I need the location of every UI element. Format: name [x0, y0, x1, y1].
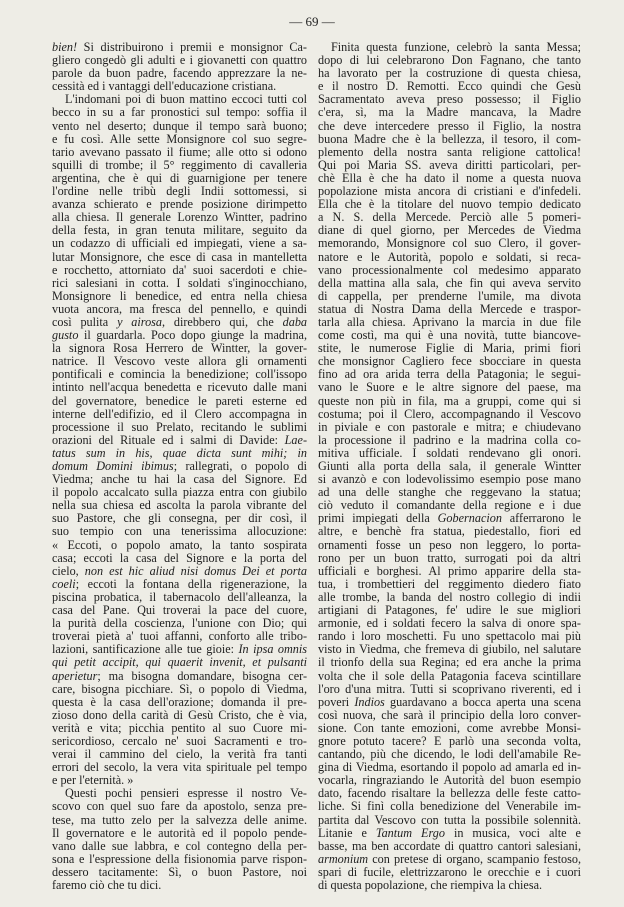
text-run: il trionfo della sua Regina; ed era anche la prima: [318, 655, 581, 670]
text-run: spari di fucile, elettrizzarono le orecchie e i cuori: [318, 864, 581, 879]
text-run: altre, e benchè fra statua, piedestallo, fiori ed: [318, 524, 581, 539]
text-run: faremo ciò che tu dici.: [52, 878, 162, 892]
text-run: primi impiegati della: [318, 511, 438, 526]
text-run: verità e vita; picchia pentito al suo Cuore mi-: [52, 720, 307, 735]
italic-text: bien!: [52, 40, 78, 54]
paragraph: [318, 41, 581, 892]
text-run: ha lavorato per la costruzione di questa chiesa,: [318, 66, 581, 81]
text-run: l'oro d'una mitra. Tutti si scoprivano riverenti, ed i: [318, 681, 581, 696]
italic-text: coeli: [52, 576, 76, 591]
text-run: un codazzo di ufficiali ed impiegati, viene a sa-: [52, 236, 307, 251]
text-run: e per l'eternità. »: [52, 773, 134, 788]
text-run: ; eccoti la fontana della rigenerazione, la: [75, 576, 307, 591]
italic-text: domum Domini ibimus: [52, 459, 174, 473]
text-run: fino ad ora arida terra della Patagonia; le segui-: [318, 367, 581, 382]
text-run: care, bisogna picchiare. Sì, o popolo di Viedma,: [52, 681, 307, 696]
text-run: processione il suo Prelato, recitando le sublimi: [52, 419, 307, 434]
text-run: pontificali e comincia la benedizione; coll'issopo: [52, 367, 307, 382]
text-run: chè Ella è che ha dato il nome a questa nuova: [318, 170, 581, 185]
text-run: natrice. Il Vescovo veste allora gli ornamenti: [52, 354, 307, 369]
text-run: a N. S. della Mercede. Perciò alle 5 pomeri-: [318, 210, 581, 225]
text-run: liche. Si finì colla benedizione del Venerabile im-: [318, 799, 581, 814]
italic-text: Lae-: [284, 432, 307, 447]
text-run: costuma; poi il Clero, accompagnando il Vescovo: [318, 406, 581, 421]
text-run: di questa popolazione, che riempiva la chiesa.: [318, 878, 543, 892]
text-run: poveri: [318, 694, 355, 709]
text-run: Monsignore li benedice, ed entra nella chiesa: [52, 288, 307, 303]
paragraph: [52, 787, 307, 892]
text-run: così pulita: [52, 314, 118, 329]
text-run: e rocchetto, attorniato da' suoi sacerdoti e chie-: [52, 262, 307, 277]
text-run: gnore potuto tacere? E parlò una seconda volta,: [318, 733, 581, 748]
text-run: sona e l'espressione della fisionomia parve rispon-: [52, 851, 307, 866]
text-run: troverai pietà a' tuoi affanni, conforto alle tribo-: [52, 629, 307, 644]
text-run: rici salesiani in cotta. I soldati s'inginocchiano,: [52, 275, 307, 290]
text-run: in piviale e con pastorale e mitra; e chiudevano: [318, 419, 581, 434]
text-run: vuota ancora, ma fresca del pennello, e quindi: [52, 301, 307, 316]
text-run: afferrarono le: [501, 511, 581, 526]
italic-text: aperietur: [52, 668, 98, 683]
text-run: del governatore, benedice le pareti esterne ed: [52, 393, 307, 408]
text-run: vento nel deserto; dunque il tempo sarà buono;: [52, 118, 307, 133]
text-run: « Eccoti, o popolo amato, la tanto sospirata: [52, 537, 307, 552]
text-run: sione. Con tante emozioni, come avrebbe Monsi-: [318, 720, 581, 735]
text-run: plemento della nostra santa religione cattolica!: [318, 144, 581, 159]
text-run: diane di quel giorno, per Mercedes de Viedma: [318, 223, 581, 238]
italic-text: Indios: [354, 694, 385, 709]
text-run: squilli di trombe; il 5° reggimento di cavalleria: [52, 157, 307, 172]
text-line: [52, 879, 307, 892]
text-run: interne dell'edifizio, ed il Clero accompagna in: [52, 406, 307, 421]
text-run: Questi pochi pensieri espresse il nostro Ve-: [65, 786, 307, 801]
right-column: [318, 41, 581, 892]
text-run: lutar Monsignore, che esce di casa in mantelletta: [52, 249, 307, 264]
text-run: queste non più in fila, ma a gruppi, come qui si: [318, 393, 581, 408]
italic-text: qui petit accipit, qui quaerit invenit, et pulsanti: [52, 655, 307, 670]
text-run: gliero congedò gli adulti e i giovanetti con quattro: [52, 53, 307, 68]
text-run: intinto nell'acqua benedetta e ricevuto dalle mani: [52, 380, 307, 395]
text-run: di cappella, per prenderne l'umile, ma divota: [318, 288, 581, 303]
text-run: scovo con quel suo fare da apostolo, senza pre-: [52, 799, 307, 814]
text-run: e fu così. Alle sette Monsignore col suo segre-: [52, 131, 307, 146]
page-number: — 69 —: [289, 14, 335, 29]
text-run: verai il cammino del cielo, la verità fra tanti: [52, 747, 307, 762]
text-run: il guardarla. Poco dopo giunge la madrina,: [78, 328, 307, 343]
text-run: cielo,: [52, 563, 85, 578]
text-run: casa del Pane. Qui troverai la pace del cuore,: [52, 603, 307, 618]
text-run: sericordioso, cercalo ne' suoi Sacramenti e tro-: [52, 733, 307, 748]
text-run: natore e le Autorità, popolo e soldati, si reca-: [318, 249, 581, 264]
paragraph: [52, 41, 307, 93]
text-run: statua di Nostra Dama della Mercede e traspor-: [318, 301, 581, 316]
text-run: buona Madre che è la bellezza, il tesoro, il com-: [318, 131, 581, 146]
text-run: becco in su a far pronostici sul tempo: soffia il: [52, 105, 307, 120]
text-run: rando i loro moschetti. Fu uno spettacolo mai più: [318, 629, 581, 644]
italic-text: daba: [282, 314, 307, 329]
text-run: la signora Rosa Herrero de Wintter, la gover-: [52, 341, 307, 356]
text-run: ; ma bisogna domandare, bisogna cer-: [97, 668, 307, 683]
text-run: lazioni, santificazione alle tue gioie:: [52, 642, 239, 657]
text-run: avanza schierato e prende posizione dirimpetto: [52, 197, 307, 212]
text-run: Ella che è la titolare del nuovo tempio dedicato: [318, 197, 581, 212]
text-run: vano dalle sue labbra, e col contegno della per-: [52, 838, 307, 853]
text-run: memorando, Monsignore col suo Clero, il gover-: [318, 236, 581, 251]
text-run: stite, le numerose Figlie di Maria, primi fiori: [318, 341, 581, 356]
text-run: casa; eccoti la casa del Signore e la porta del: [52, 550, 307, 565]
text-run: basse, ma ben accordate di quattro cantori salesiani,: [318, 838, 581, 853]
text-run: gina di Viedma, esortando il popolo ad amarla ed in-: [318, 760, 581, 775]
text-run: la purità della coscienza, l'unione con Dio; qui: [52, 616, 307, 631]
text-line: [318, 879, 581, 892]
text-run: partita dal Vescovo con tutta la possibile solennità.: [318, 812, 581, 827]
paragraph: [52, 93, 307, 787]
text-run: Qui poi Maria SS. aveva diritti particolari, per-: [318, 157, 581, 172]
text-run: l'ordine nelle tribù degli Indii sottomessi, si: [52, 184, 307, 199]
text-run: c'era, sì, ma la Madre mancava, la Madre: [318, 105, 581, 120]
text-run: con pretese di organo, scampanio festoso,: [368, 851, 581, 866]
text-run: guardavano a bocca aperta una scena: [384, 694, 581, 709]
text-run: come costì, ma qui è una novità, tutte biancove-: [318, 328, 581, 343]
text-run: popolazione mista ancora di cristiani e d'infedeli.: [318, 184, 581, 199]
text-run: il popolo accalcato sulla piazza entra con giubilo: [52, 485, 307, 500]
text-run: rono per un buon tratto, surrogati poi da altri: [318, 550, 581, 565]
italic-text: gusto: [52, 328, 79, 343]
text-run: che deve intercedere presso il Figlio, la nostra: [318, 118, 581, 133]
text-run: dopo di lui celebrarono Don Fagnano, che tanto: [318, 53, 581, 68]
text-run: tua, i trombettieri del reggimento diedero fiato: [318, 576, 581, 591]
text-run: ad una delle stanghe che reggevano la statua;: [318, 485, 581, 500]
text-run: armonie, ed i soldati fecero la salva di onore spa-: [318, 616, 581, 631]
text-run: tario avevano passato il fiume; alle otto si odono: [52, 144, 307, 159]
text-run: dato, facendo risaltare la bellezza delle feste catto-: [318, 786, 581, 801]
text-run: Finita questa funzione, celebrò la santa Messa;: [331, 40, 581, 54]
text-run: che monsignor Cagliero fece sbocciare in questa: [318, 354, 581, 369]
text-run: dessero tacitamente: Sì, o buon Pastore, noi: [52, 864, 307, 879]
text-run: parole da buon padre, facendo apprezzare la ne-: [52, 66, 307, 81]
text-run: la processione il padrino e la madrina colla co-: [318, 432, 581, 447]
text-run: Il governatore e le autorità ed il popolo pende-: [52, 825, 307, 840]
text-run: vocarla, ringraziando le Autorità del buon esempio: [318, 773, 581, 788]
text-run: orazioni del Rituale ed i salmi di Davide:: [52, 432, 285, 447]
text-run: ornamenti fosse un peso non leggero, lo porta-: [318, 537, 581, 552]
text-run: argentina, che è qui di guarnigione per tenere: [52, 170, 307, 185]
left-column: [52, 41, 307, 892]
text-run: suo Pastore, che gli consegna, per dir così, il: [52, 511, 307, 526]
italic-text: Gobernacion: [437, 511, 502, 526]
text-run: L'indomani poi di buon mattino eccoci tutti col: [65, 92, 307, 107]
text-run: Sacramentato aveva preso possesso; il Figlio: [318, 92, 581, 107]
text-run: alla chiesa. Il generale Lorenzo Wintter, padrino: [52, 210, 307, 225]
text-run: cessità ed i vantaggi dell'educazione cristiana.: [52, 79, 277, 94]
italic-text: non est hic aliud nisi domus Dei et porta: [84, 563, 308, 578]
text-run: in musica, voci alte e: [444, 825, 581, 840]
text-run: artigiani di Patagones, fe' udire le sue migliori: [318, 603, 581, 618]
text-run: Litanie e: [318, 825, 376, 840]
text-run: tarla alla chiesa. Aprivano la marcia in due file: [318, 314, 581, 329]
text-run: vano le Suore e le altre signore del paese, ma: [318, 380, 581, 395]
text-run: e il nostro D. Remotti. Ecco quindi che Gesù: [318, 79, 581, 94]
text-run: della festa, in gran tenuta militare, seguito da: [52, 223, 307, 238]
text-run: piscina probatica, il tabernacolo dell'alleanza, la: [52, 589, 307, 604]
text-run: vano processionalmente col medesimo apparato: [318, 262, 581, 277]
text-run: zioso dono della carità di Gesù Cristo, che è via,: [52, 707, 307, 722]
text-run: visto in Viedma, che fremeva di giubilo, nel salutare: [318, 642, 581, 657]
text-run: mitiva ufficiale. I soldati rendevano gli onori.: [318, 445, 581, 460]
text-run: si avanzò e con lodevolissimo esempio pose mano: [318, 472, 581, 487]
text-run: Si distribuirono i premii e monsignor Ca-: [77, 40, 307, 54]
text-run: volta che il sole della Patagonia faceva scintillare: [318, 668, 581, 683]
text-run: tese, ma tutto zelo per la salvezza delle anime.: [52, 812, 307, 827]
italic-text: armonium: [318, 851, 369, 866]
text-run: alle trombe, la banda del nostro collegio di indii: [318, 589, 581, 604]
italic-text: Tantum Ergo: [375, 825, 445, 840]
text-run: così nuova, che sarà il principio della loro conver-: [318, 707, 581, 722]
text-run: della mattina alla sala, che fin qui aveva servito: [318, 275, 581, 290]
italic-text: In ipsa omnis: [238, 642, 307, 657]
text-run: nella sua chiesa ed ascolta la parola vibrante del: [52, 498, 307, 513]
italic-text: y airosa: [117, 314, 163, 329]
text-run: ; rallegrati, o popolo di: [173, 459, 307, 473]
text-run: errori del secolo, la vera vita spirituale pel tempo: [52, 760, 307, 775]
text-run: Giunti alla porta della sala, il generale Wintter: [318, 459, 581, 473]
italic-text: tatus sum in his, quae dicta sunt mihi; in: [52, 445, 307, 460]
text-run: ciò veduto il comandante della regione e i due: [318, 498, 581, 513]
text-run: suo tempio con una tenerissima allocuzione:: [52, 524, 307, 539]
text-run: , direbbero qui, che: [162, 314, 283, 329]
text-run: cantando, più che dicendo, le lodi dell'amabile Re-: [318, 747, 581, 762]
text-run: Viedma; anche tu hai la casa del Signore. Ed: [52, 472, 307, 487]
text-run: ufficiali e borghesi. Al primo apparire della sta-: [318, 563, 581, 578]
text-run: questa è la casa dell'orazione; domanda il pre-: [52, 694, 307, 709]
